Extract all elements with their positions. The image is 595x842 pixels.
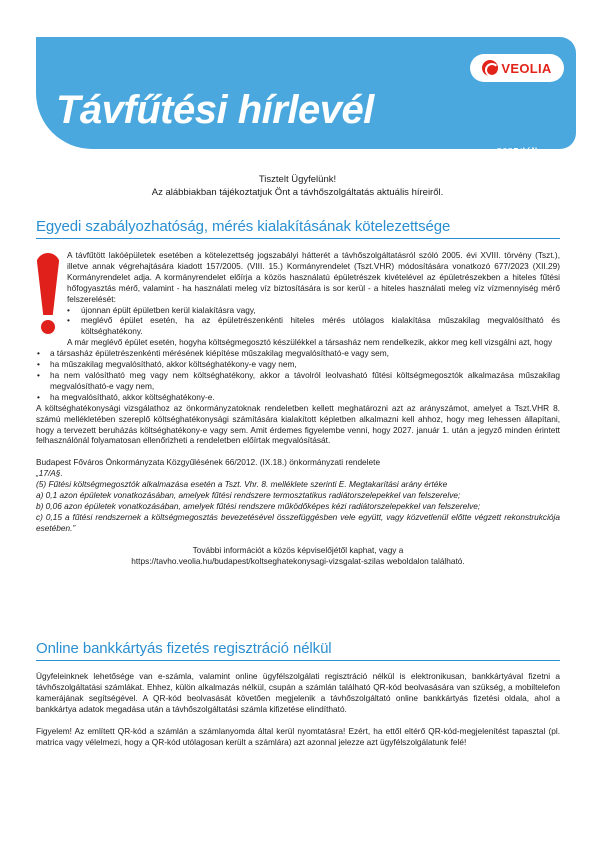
header-banner bbox=[36, 37, 576, 158]
section-body-metering bbox=[36, 250, 560, 566]
list-item: • ha műszakilag megvalósítható, akkor költséghatékony-e vagy nem, bbox=[36, 359, 560, 370]
issue-date: 2025/július bbox=[496, 146, 548, 158]
more-info-link[interactable]: https://tavho.veolia.hu/budapest/koltseghatekonysagi-vizsgalat-szilas weboldalon található. bbox=[131, 555, 465, 566]
greeting-intro: Az alábbiakban tájékoztatjuk Önt a távhőszolgáltatás aktuális híreiről. bbox=[151, 187, 444, 198]
veolia-logo bbox=[470, 54, 564, 82]
warning-paragraph: Figyelem! Az említett QR-kód a számlán a számlanyomda által kerül nyomtatásra! Ezért, ha ettől eltérő QR-kód-megjelenítést tapasztal (pl. matrica vagy vélelmezi, hogy a QR-kód utólagosan került a számlára) azt azonnal jelezze azt ügyfélszolgálatunk felé! bbox=[36, 725, 560, 747]
decree-line: c) 0,15 a fűtési rendszernek a költségmegosztás bevezetésével összefüggésben vele együtt, vagy közvetlenül előtte végzett rekonstrukciója esetében.” bbox=[36, 511, 560, 533]
veolia-logo-icon bbox=[482, 60, 498, 76]
section-divider bbox=[36, 238, 560, 239]
logo-text: VEOLIA bbox=[501, 60, 552, 76]
payment-paragraph: Ügyfeleinknek lehetősége van e-számla, valamint online ügyfélszolgálati regisztráció nélkül is elektronikusan, bankkártyával fizetni a távhőszolgáltatási számlákat. Ehhez, külön alkalmazás nélkül, csupán a számlán található QR-kód beolvasására van szükség, a mobiltelefon kamerájának segítségével. A QR-kód beolvasását követően megjelenik a távhőszolgáltató online bankkártyás fizetési oldala, ahol a bankkártya adatok megadása után a távhőszolgáltatási számla kifizetése elindítható. bbox=[36, 671, 560, 714]
legal-intro-paragraph: A távfűtött lakóépületek esetében a kötelezettség jogszabályi hátterét a távhőszolgáltatásról szóló 2005. évi XVIII. törvény (Tszt.), illetve annak végrehajtására kiadott 157/2005. (VIII. 15.) Kormányrendelet (Tszt.VHR) módosítására vonatkozó 677/2023 (XII.29) Kormányrendelet adja. A kormányrendelet előírja a közös használatú épületrészek kivételével az épületrészekben a hiteles fűtési hőfogyasztás mérő, valamint - ha használati meleg víz biztosítására is sor kerül - a hiteles használati meleg víz vízmennyiség mérő felszerelését: bbox=[67, 250, 560, 304]
section-title-online-payment: Online bankkártyás fizetés regisztráció nélkül bbox=[36, 640, 332, 657]
decree-line: „17/A§. bbox=[36, 468, 63, 479]
decree-line: b) 0,06 azon épületek vonatkozásában, amelyek fűtési rendszere működőképes kézi radiátorszelepekkel van felszerelve; bbox=[36, 500, 481, 511]
list-item: • meglévő épület esetén, ha az épületrészenkénti hiteles mérés utólagos kialakítása műszakilag megvalósítható és költséghatékony. bbox=[36, 315, 560, 337]
more-info-text: További információt a közös képviselőjétől kaphat, vagy a bbox=[192, 544, 404, 555]
greeting-salutation: Tisztelt Ügyfelünk! bbox=[258, 174, 337, 185]
existing-building-paragraph: A már meglévő épület esetén, hogyha költségmegosztó készülékkel a társasház nem rendelkezik, akkor meg kell vizsgálni azt, hogy bbox=[67, 337, 553, 348]
newsletter-title: Távfűtési hírlevél bbox=[56, 88, 374, 132]
list-item: • ha megvalósítható, akkor költséghatékony-e. bbox=[36, 392, 560, 403]
section-divider bbox=[36, 660, 560, 661]
section-body-payment bbox=[36, 671, 560, 747]
greeting bbox=[0, 173, 595, 199]
list-item: • ha nem valósítható meg vagy nem költséghatékony, akkor a távolról leolvasható fűtési költségmegosztók alkalmazása műszakilag megvalósítható-e vagy nem, bbox=[36, 370, 560, 392]
decree-title: Budapest Főváros Önkormányzata Közgyűlésének 66/2012. (IX.18.) önkormányzati rendelete bbox=[36, 457, 381, 468]
list-item: • újonnan épült épületben kerül kialakításra vagy, bbox=[36, 305, 560, 316]
decree-line: (5) Fűtési költségmegosztók alkalmazása esetén a Tszt. Vhr. 8. melléklete szerinti E. Megtakarítási arány értéke bbox=[36, 479, 448, 490]
cost-efficiency-paragraph: A költséghatékonysági vizsgálathoz az önkormányzatoknak rendeletben kellett meghatározni azt az arányszámot, amelyet a Tszt.VHR 8. számú mellékletében szereplő költséghatékonysági számítására kialakított képletben alkalmazni kell ahhoz, hogy meg lehessen állapítani, hogy a tervezett beruházás költséghatékony-e vagy sem. Amit érdemes figyelembe venni, hogy 2027. január 1. után a jegyző minden érintett felhasználónál folyamatosan ellenőrizheti a rendeletben előírtak megvalósítását. bbox=[36, 402, 560, 446]
decree-line: a) 0,1 azon épületek vonatkozásában, amelyek fűtési rendszere termosztatikus radiátorszelepekkel van felszerelve; bbox=[36, 490, 461, 501]
list-item: • a társasház épületrészenkénti mérésének kiépítése műszakilag megvalósítható-e vagy sem, bbox=[36, 348, 560, 359]
section-title-metering: Egyedi szabályozhatóság, mérés kialakításának kötelezettsége bbox=[36, 218, 451, 235]
